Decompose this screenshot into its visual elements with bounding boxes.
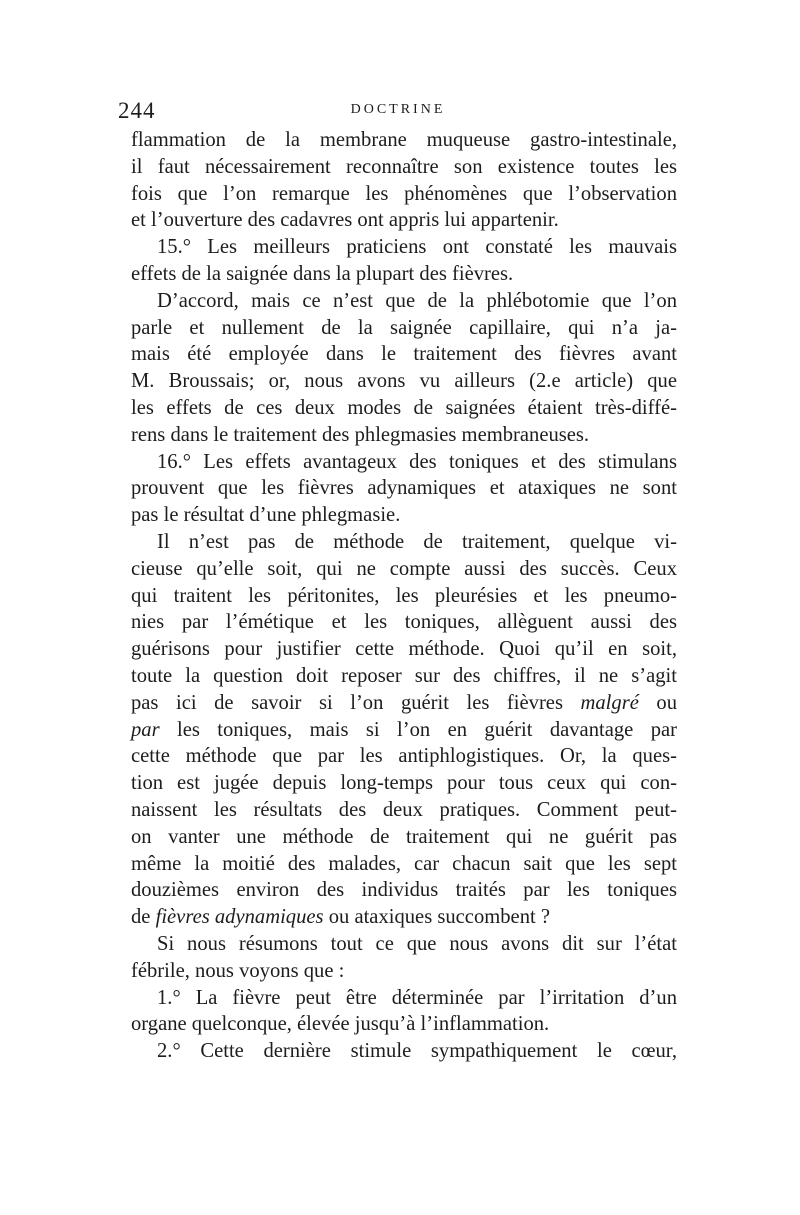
text-line: toute la question doit reposer sur des chiffres, il ne s’agit [131, 664, 677, 687]
text-line: rens dans le traitement des phlegmasies membraneuses. [131, 423, 590, 446]
text-line: Si nous résumons tout ce que nous avons dit sur l’état [157, 932, 677, 955]
text-line: organe quelconque, élevée jusqu’à l’inflammation. [131, 1013, 550, 1036]
text-line: effets de la saignée dans la plupart des fièvres. [131, 262, 514, 285]
text-line: parle et nullement de la saignée capillaire, qui n’a ja- [131, 316, 677, 339]
text-line: guérisons pour justifier cette méthode. Quoi qu’il en soit, [131, 638, 677, 661]
italic-text-run: par [131, 718, 160, 741]
running-head [118, 98, 678, 122]
text-line: et l’ouverture des cadavres ont appris lui appartenir. [131, 209, 559, 232]
text-line: pas le résultat d’une phlegmasie. [131, 504, 401, 527]
text-line: 2.° Cette dernière stimule sympathiquement le cœur, [157, 1040, 677, 1063]
text-line: même la moitié des malades, car chacun sait que les sept [131, 852, 677, 875]
text-line: nies par l’émétique et les toniques, allèguent aussi des [131, 611, 677, 634]
body-text [131, 127, 677, 1065]
text-line [131, 717, 677, 744]
text-line: M. Broussais; or, nous avons vu ailleurs (2.e article) que [131, 370, 677, 393]
text-line: 15.° Les meilleurs praticiens ont constaté les mauvais [157, 236, 677, 259]
text-run: ou [638, 691, 677, 714]
text-line: 16.° Les effets avantageux des toniques et des stimulans [157, 450, 677, 473]
text-line: qui traitent les péritonites, les pleurésies et les pneumo- [131, 584, 677, 607]
text-line: douzièmes environ des individus traités par les toniques [131, 879, 677, 902]
text-line: D’accord, mais ce n’est que de la phlébotomie que l’on [157, 289, 677, 312]
text-line: cette méthode que par les antiphlogistiques. Or, la ques- [131, 745, 677, 768]
text-line: flammation de la membrane muqueuse gastro-intestinale, [131, 129, 677, 151]
text-line [131, 690, 677, 717]
text-run: pas ici de savoir si l’on guérit les fièvres [131, 691, 581, 714]
text-line [131, 904, 677, 931]
italic-text-run: malgré [580, 691, 639, 714]
page-number: 244 [118, 98, 156, 123]
text-line: fois que l’on remarque les phénomènes que l’observation [131, 182, 677, 205]
text-line: 1.° La fièvre peut être déterminée par l’irritation d’un [157, 986, 677, 1009]
text-line: on vanter une méthode de traitement qui ne guérit pas [131, 825, 677, 848]
text-line: Il n’est pas de méthode de traitement, quelque vi- [157, 530, 677, 553]
text-run: de [131, 906, 156, 929]
text-line: cieuse qu’elle soit, qui ne compte aussi des succès. Ceux [131, 557, 677, 580]
italic-text-run: fièvres adynamiques [155, 906, 324, 929]
text-line: tion est jugée depuis long-temps pour tous ceux qui con- [131, 772, 677, 795]
text-run: ou ataxiques succombent ? [323, 906, 551, 929]
text-run: les toniques, mais si l’on en guérit davantage par [159, 718, 677, 741]
text-line: il faut nécessairement reconnaître son existence toutes les [131, 155, 677, 178]
text-line: fébrile, nous voyons que : [131, 959, 345, 982]
text-line: prouvent que les fièvres adynamiques et ataxiques ne sont [131, 477, 677, 500]
text-line: naissent les résultats des deux pratiques. Comment peut- [131, 798, 677, 821]
text-line: les effets de ces deux modes de saignées étaient très-diffé- [131, 396, 677, 419]
running-title: DOCTRINE [350, 102, 446, 117]
text-line: mais été employée dans le traitement des fièvres avant [131, 343, 677, 366]
